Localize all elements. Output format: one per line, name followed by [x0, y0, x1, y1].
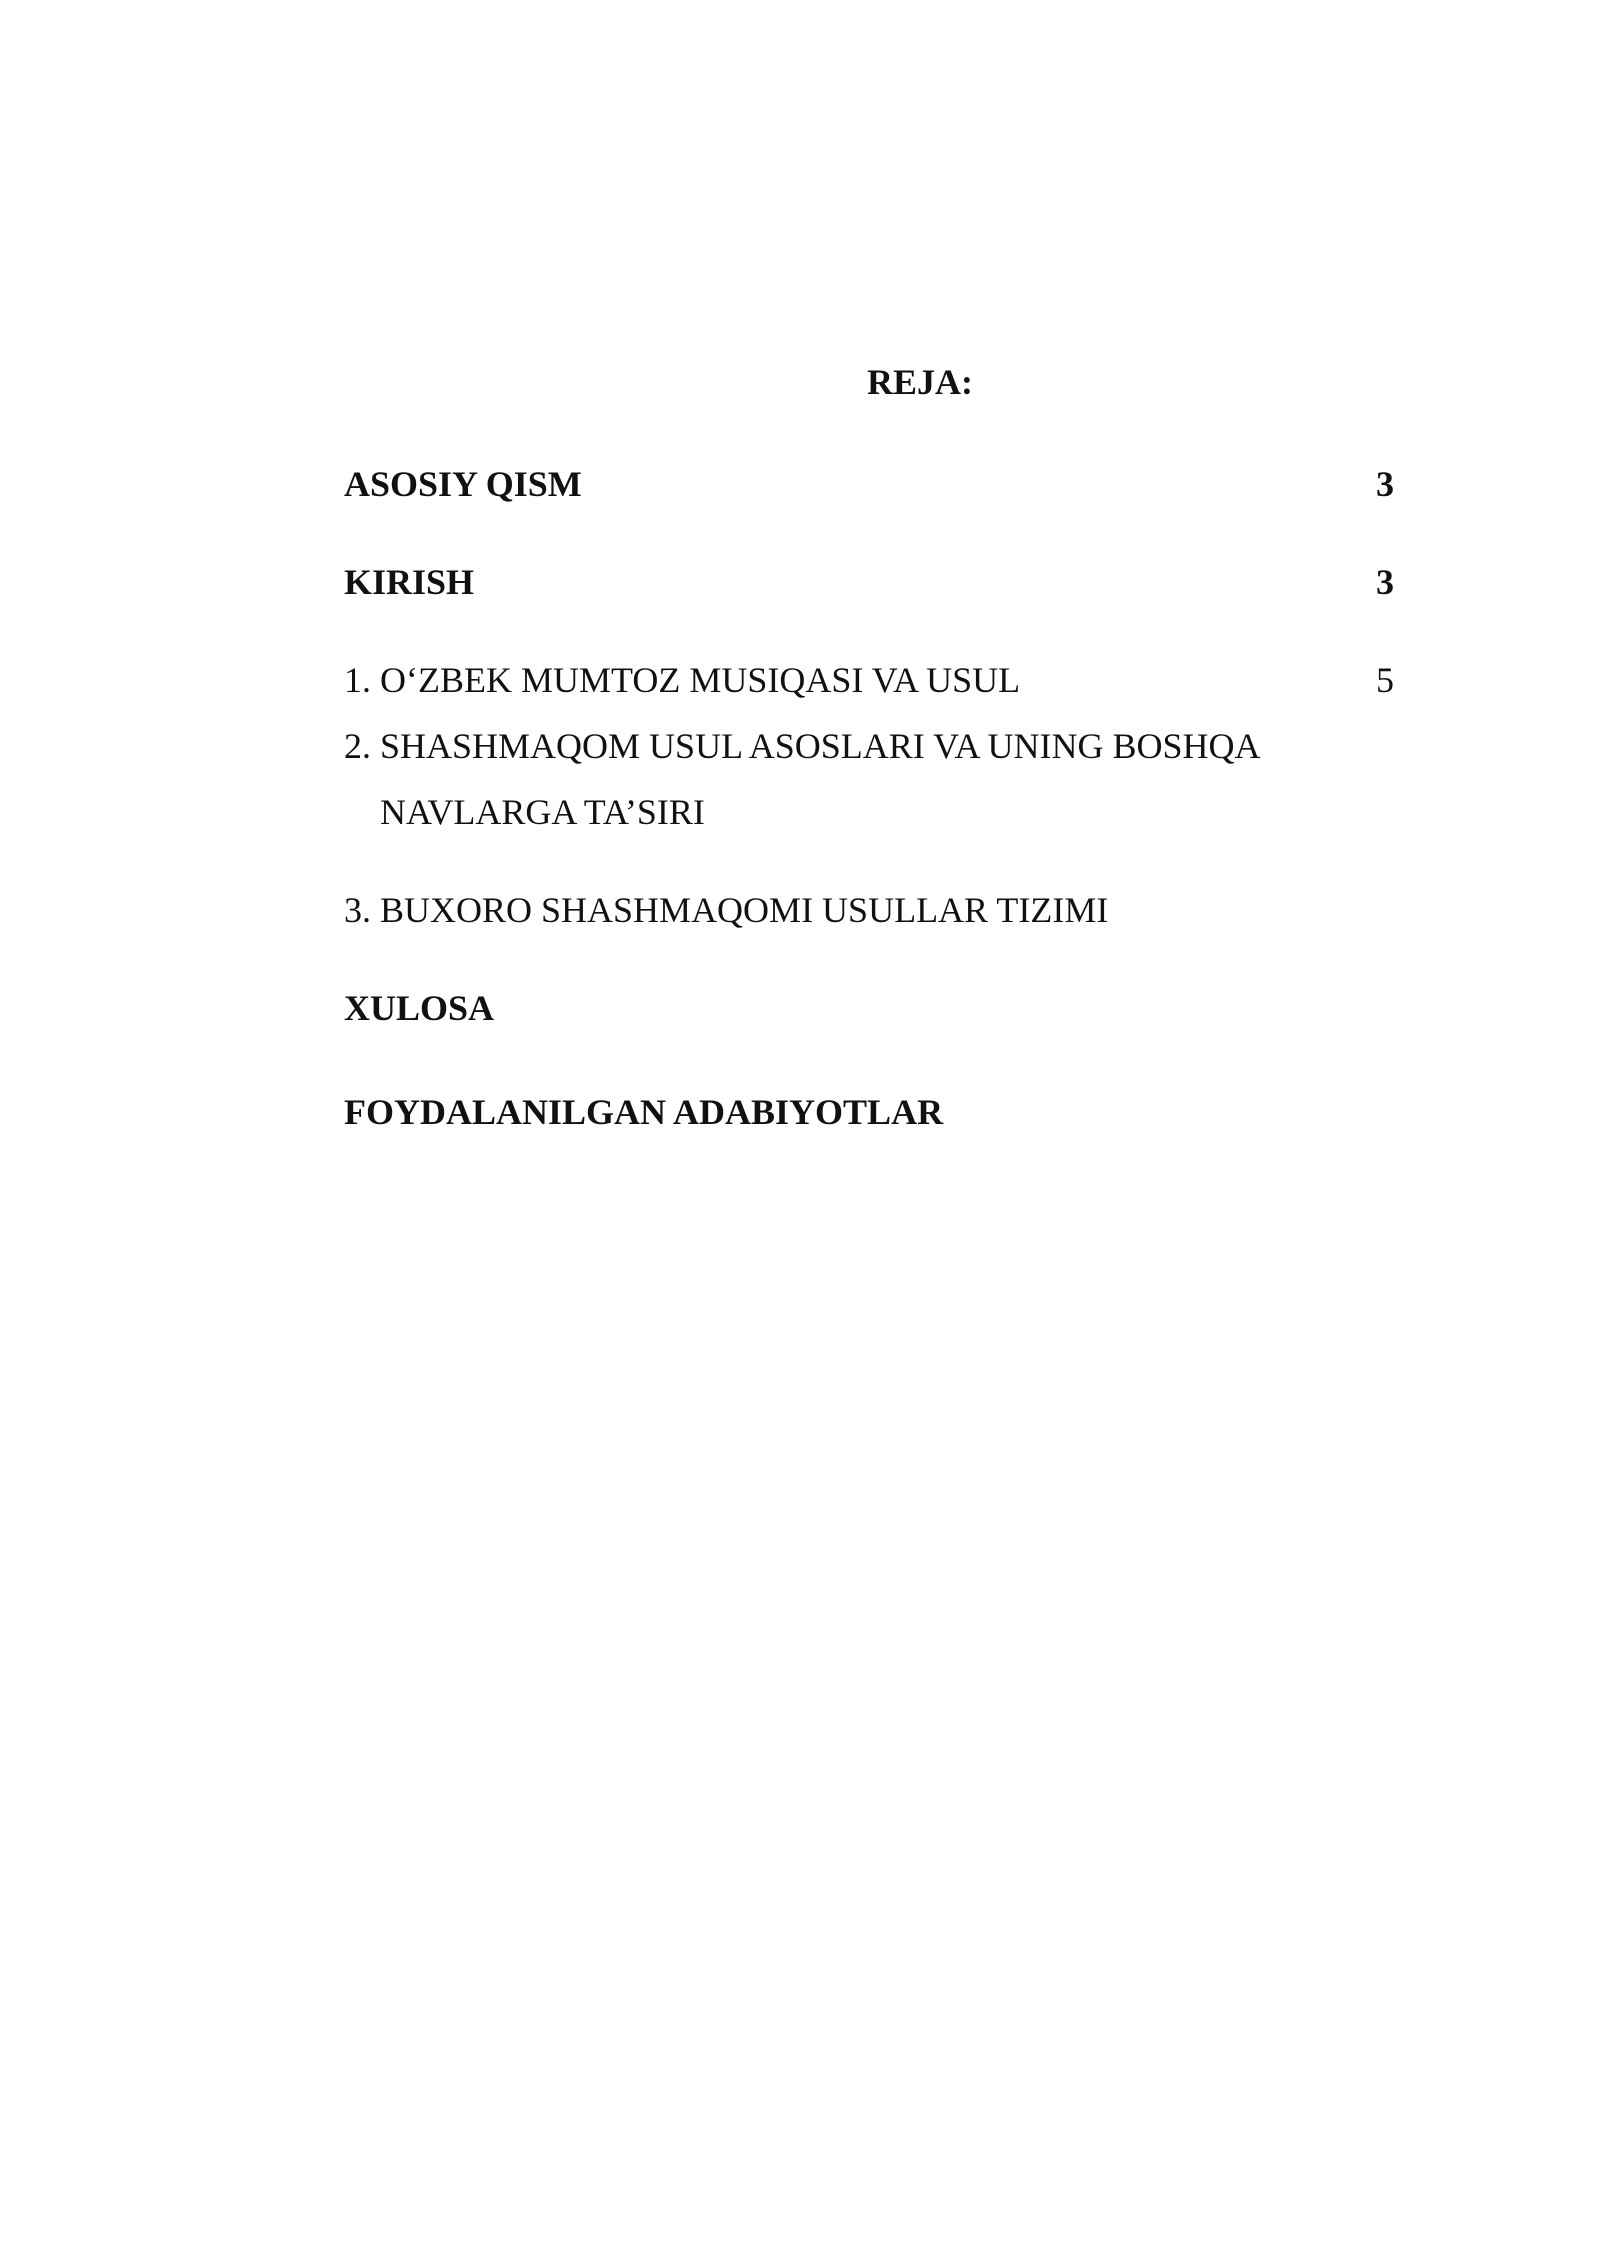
- toc-item-label: KIRISH: [344, 562, 475, 602]
- toc-item-label-continuation: NAVLARGA TA’SIRI: [380, 792, 705, 832]
- page-title: REJA:: [867, 362, 973, 402]
- toc-item-page: 3: [1376, 464, 1394, 504]
- toc-item-label: XULOSA: [344, 988, 495, 1028]
- toc-item-label: 3. BUXORO SHASHMAQOMI USULLAR TIZIMI: [344, 890, 1109, 930]
- toc-item-page: 3: [1376, 562, 1394, 602]
- toc-item-label: 2. SHASHMAQOM USUL ASOSLARI VA UNING BOSHQA: [344, 726, 1261, 766]
- toc-item-label: ASOSIY QISM: [344, 464, 582, 504]
- toc-item-label: 1. O‘ZBEK MUMTOZ MUSIQASI VA USUL: [344, 660, 1021, 700]
- toc-item-label: FOYDALANILGAN ADABIYOTLAR: [344, 1092, 944, 1132]
- toc-item-page: 5: [1376, 660, 1394, 700]
